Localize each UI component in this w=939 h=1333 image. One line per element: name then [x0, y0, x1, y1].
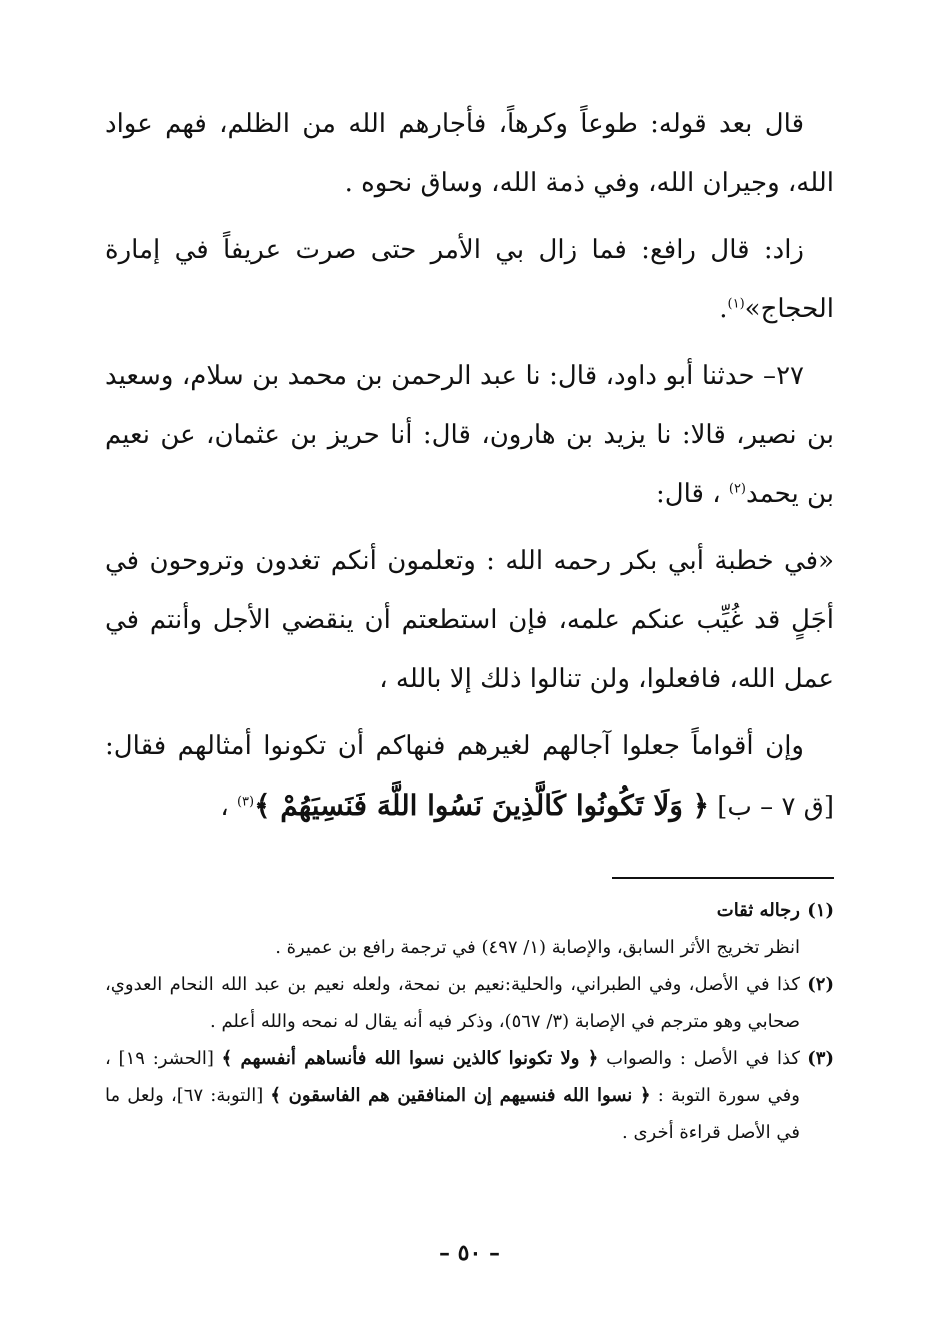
footnotes	[105, 892, 834, 1151]
footnote-3-body	[105, 1040, 800, 1151]
footnote-ref-3[interactable]: (٣)	[236, 794, 255, 810]
footnote-1	[105, 892, 834, 929]
footnote-1-title: رجاله ثقات	[716, 900, 800, 921]
quran-verse: ﴿ وَلَا تَكُونُوا كَالَّذِينَ نَسُوا اللَّهَ فَنَسِيَهُمْ ﴾	[254, 789, 710, 822]
paragraph-3	[105, 347, 834, 524]
footnote-3-text-middle: [الحشر: ١٩] ، وفي سورة التوبة :	[105, 1048, 800, 1106]
footnote-3-number: (٣)	[807, 1048, 834, 1069]
footnote-divider	[612, 877, 834, 879]
paragraph-2-text: زاد: قال رافع: فما زال بي الأمر حتى صرت عريفاً في إمارة الحجاج»	[105, 235, 834, 324]
page-number: – ٥٠ –	[439, 1240, 500, 1266]
paragraph-5	[105, 717, 834, 837]
paragraph-1	[105, 95, 834, 213]
paragraph-4	[105, 532, 834, 709]
footnote-1-text: انظر تخريج الأثر السابق، والإصابة (١/ ٤٩٧) في ترجمة رافع بن عميرة .	[275, 937, 800, 958]
footnote-3-text-after: [التوبة: ٦٧]، ولعل ما في الأصل قراءة أخرى .	[105, 1085, 800, 1143]
footnote-3	[105, 1040, 834, 1151]
footnote-2-text: كذا في الأصل، وفي الطبراني، والحلية:نعيم بن نمحة، ولعله نعيم بن عبد الله النحام العدوي، صحابي وهو مترجم في الإصابة (٣/ ٥٦٧)، وذكر فيه أنه يقال له نمحه والله أعلم .	[105, 974, 800, 1032]
footnote-ref-1[interactable]: (١)	[727, 296, 745, 312]
footnote-2	[105, 966, 834, 1040]
footnote-2-number: (٢)	[807, 974, 834, 995]
paragraph-2	[105, 221, 834, 339]
paragraph-1-text: قال بعد قوله: طوعاً وكرهاً، فأجارهم الله من الظلم، فهم عواد الله، وجيران الله، وفي ذمة الله، وساق نحوه .	[105, 109, 834, 198]
paragraph-5-text: وإن أقواماً جعلوا آجالهم لغيرهم فنهاكم أن تكونوا أمثالهم فقال: [ق ٧ – ب]	[105, 731, 834, 822]
paragraph-5-tail: ،	[220, 792, 237, 822]
paragraph-4-text: «في خطبة أبي بكر رحمه الله : وتعلمون أنكم تغدون وتروحون في أجَلٍ قد غُيِّب عنكم علمه، فإن استطعتم أن ينقضي الأجل وأنتم في عمل الله، فافعلوا، ولن تنالوا ذلك إلا بالله ،	[105, 546, 834, 694]
footnote-3-quran-1: ﴿ ولا تكونوا كالذين نسوا الله فأنساهم أنفسهم ﴾	[221, 1048, 599, 1069]
footnote-3-quran-2: ﴿ نسوا الله فنسيهم إن المنافقين هم الفاسقون ﴾	[270, 1085, 651, 1106]
footnote-ref-2[interactable]: (٢)	[728, 481, 746, 497]
footnote-3-text-before: كذا في الأصل : والصواب	[606, 1048, 800, 1069]
footnote-1-number: (١)	[807, 900, 834, 921]
footnote-1-body	[105, 929, 834, 966]
paragraph-3-text: ٢٧– حدثنا أبو داود، قال: نا عبد الرحمن بن محمد بن سلام، وسعيد بن نصير، قالا: نا يزيد بن هارون، قال: أنا حريز بن عثمان، عن نعيم بن يحمد	[105, 361, 834, 509]
main-text	[105, 95, 834, 845]
paragraph-2-tail: .	[719, 294, 728, 324]
paragraph-3-tail: ، قال:	[655, 479, 729, 509]
